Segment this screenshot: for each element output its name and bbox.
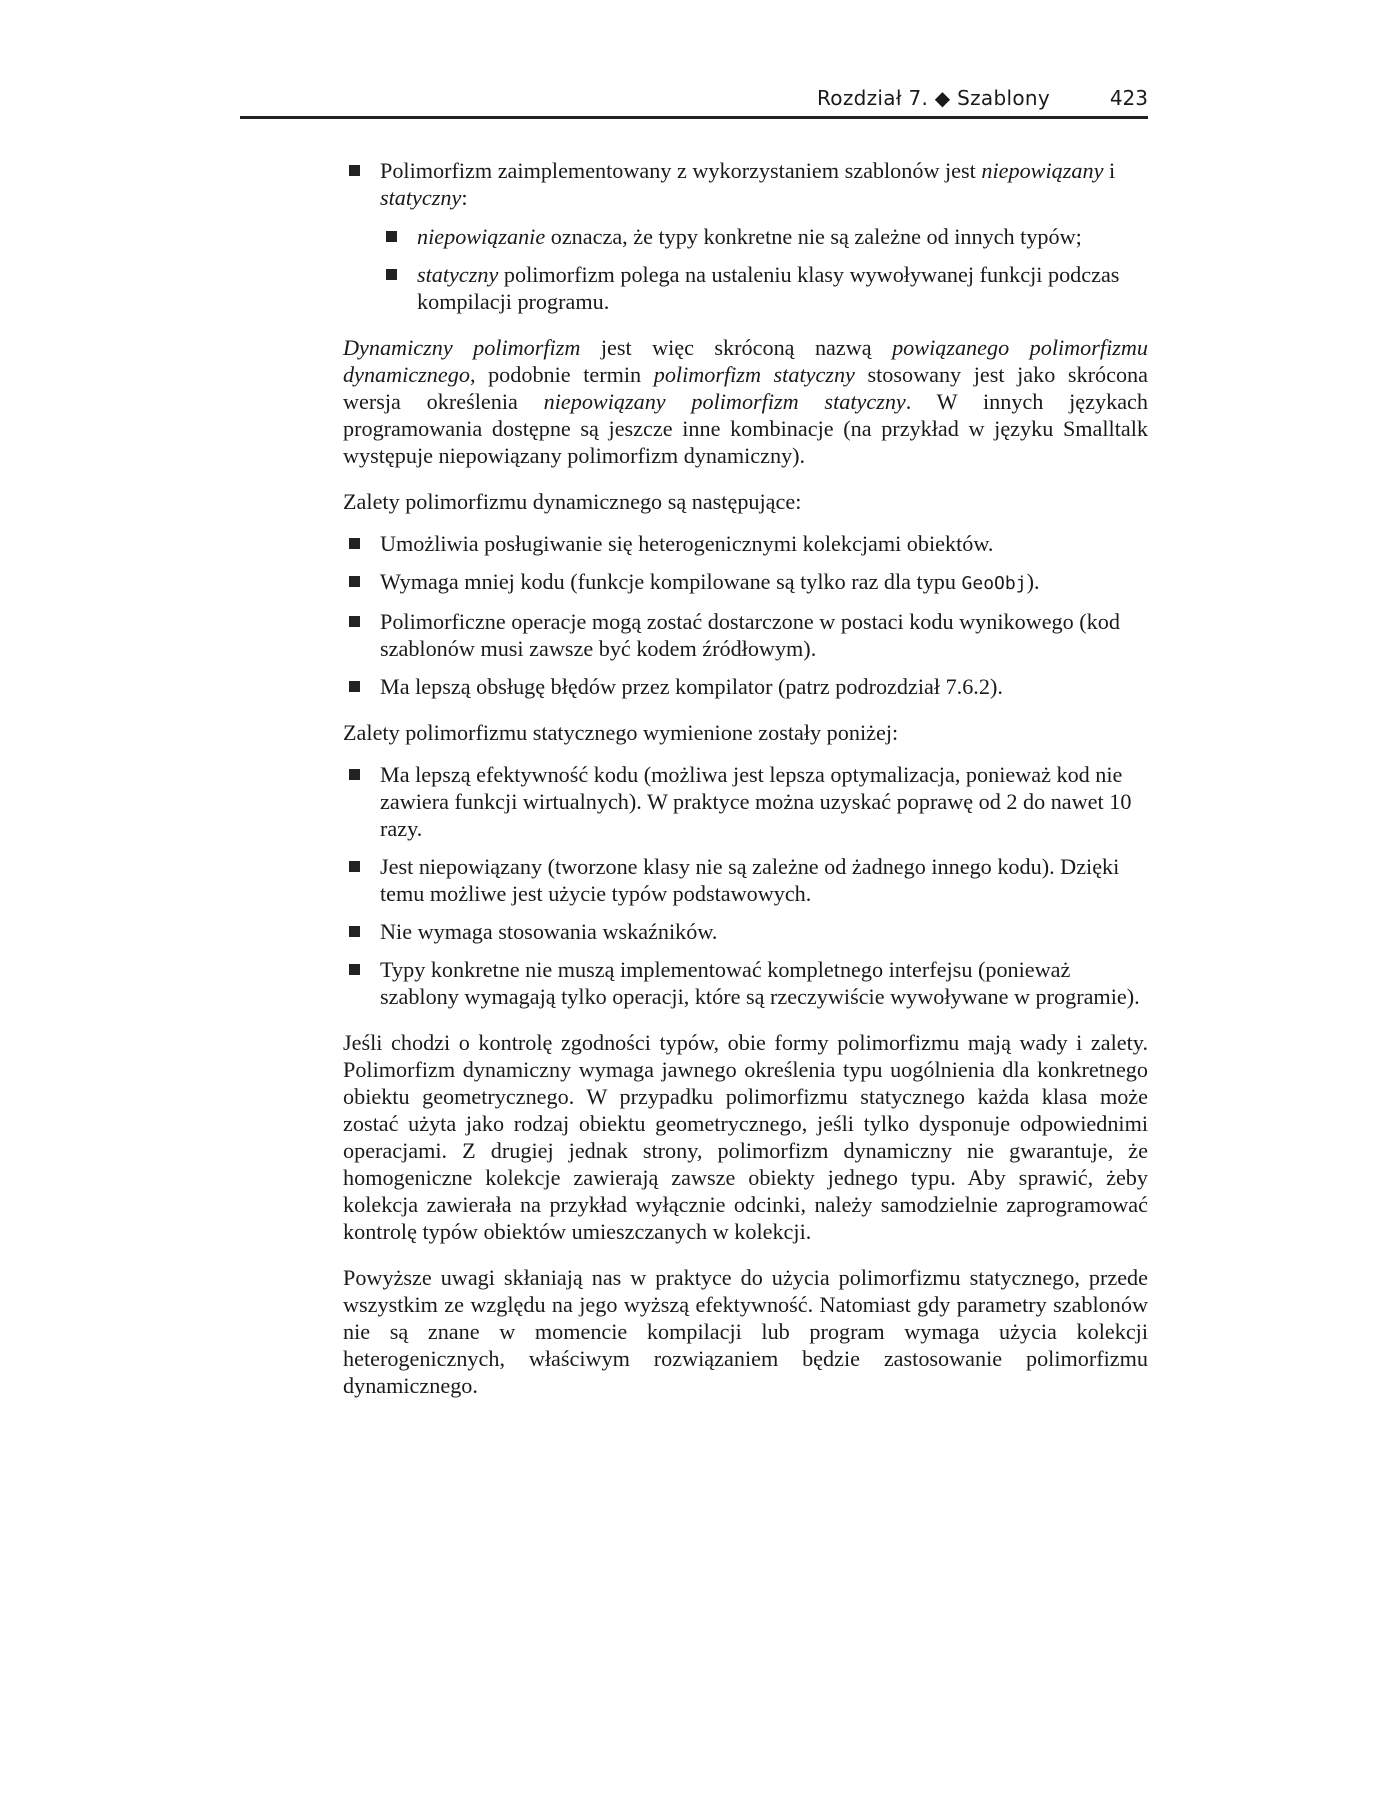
list-item: Polimorfizm zaimplementowany z wykorzystaniem szablonów jest niepowiązany i statyczny: niepowiązanie oznacza, że typy konkretne nie są zależne od innych typów; statyczny polimorfizm polega na ustaleniu klasy wywoływanej funkcji podczas kompilacji programu. xyxy=(343,157,1148,315)
paragraph: Jeśli chodzi o kontrolę zgodności typów, obie formy polimorfizmu mają wady i zalety. Polimorfizm dynamiczny wymaga jawnego określenia typu uogólnienia dla konkretnego obiektu geometrycznego. W przypadku polimorfizmu statycznego każda klasa może zostać użyta jako rodzaj obiektu geometrycznego, jeśli tylko dysponuje odpowiednimi operacjami. Z drugiej jednak strony, polimorfizm dynamiczny nie gwarantuje, że homogeniczne kolekcje zawierają zawsze obiekty jednego typu. Aby sprawić, żeby kolekcja zawierała na przykład wyłącznie odcinki, należy samodzielnie zaprogramować kontrolę typów obiektów umieszczanych w kolekcji. xyxy=(343,1030,1148,1244)
paragraph: Powyższe uwagi skłaniają nas w praktyce do użycia polimorfizmu statycznego, przede wszystkim ze względu na jego wyższą efektywność. Natomiast gdy parametry szablonów nie są znane w momencie kompilacji lub program wymaga użycia kolekcji heterogenicznych, właściwym rozwiązaniem będzie zastosowanie polimorfizmu dynamicznego. xyxy=(343,1265,1148,1398)
list-item: Nie wymaga stosowania wskaźników. xyxy=(343,918,1148,945)
paragraph: Zalety polimorfizmu dynamicznego są następujące: xyxy=(343,489,802,514)
paragraph: Zalety polimorfizmu statycznego wymienione zostały poniżej: xyxy=(343,720,899,745)
sub-list xyxy=(380,223,1148,315)
page-body xyxy=(343,157,1148,1418)
static-advantages-list xyxy=(343,761,1148,1010)
list-item: Ma lepszą obsługę błędów przez kompilator (patrz podrozdział 7.6.2). xyxy=(343,673,1148,700)
list-item: Ma lepszą efektywność kodu (możliwa jest lepsza optymalizacja, ponieważ kod nie zawiera funkcji wirtualnych). W praktyce można uzyskać poprawę od 2 do nawet 10 razy. xyxy=(343,761,1148,842)
chapter-title: Rozdział 7. ◆ Szablony xyxy=(816,86,1050,110)
sub-list-item: statyczny polimorfizm polega na ustaleniu klasy wywoływanej funkcji podczas kompilacji programu. xyxy=(380,261,1148,315)
list-item: Wymaga mniej kodu (funkcje kompilowane są tylko raz dla typu GeoObj). xyxy=(343,568,1148,597)
page-number: 423 xyxy=(1109,86,1148,110)
paragraph: Dynamiczny polimorfizm jest więc skróconą nazwą powiązanego polimorfizmu dynamicznego, podobnie termin polimorfizm statyczny stosowany jest jako skrócona wersja określenia niepowiązany polimorfizm statyczny. W innych językach programowania dostępne są jeszcze inne kombinacje (na przykład w języku Smalltalk występuje niepowiązany polimorfizm dynamiczny). xyxy=(343,335,1148,468)
sub-list-item: niepowiązanie oznacza, że typy konkretne nie są zależne od innych typów; xyxy=(380,223,1148,250)
polymorphism-properties-list xyxy=(343,157,1148,315)
list-item: Typy konkretne nie muszą implementować kompletnego interfejsu (ponieważ szablony wymagają tylko operacji, które są rzeczywiście wywoływane w programie). xyxy=(343,956,1148,1010)
dynamic-advantages-list xyxy=(343,530,1148,700)
running-header xyxy=(240,82,1148,119)
list-item: Jest niepowiązany (tworzone klasy nie są zależne od żadnego innego kodu). Dzięki temu możliwe jest użycie typów podstawowych. xyxy=(343,853,1148,907)
list-item: Polimorficzne operacje mogą zostać dostarczone w postaci kodu wynikowego (kod szablonów musi zawsze być kodem źródłowym). xyxy=(343,608,1148,662)
code-inline: GeoObj xyxy=(961,573,1027,594)
list-item: Umożliwia posługiwanie się heterogenicznymi kolekcjami obiektów. xyxy=(343,530,1148,557)
